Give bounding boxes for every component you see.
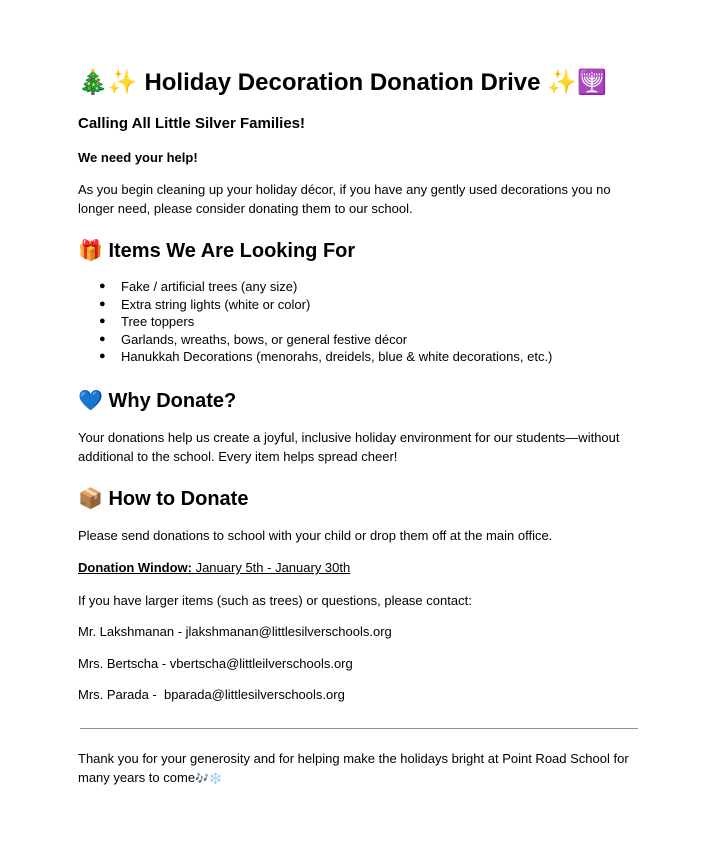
donation-window: [78, 559, 648, 578]
items-list: [78, 278, 552, 366]
how-heading: [78, 484, 248, 513]
how-paragraph: Please send donations to school with your child or drop them off at the main office.: [78, 528, 553, 543]
items-heading-text: Items We Are Looking For: [108, 240, 356, 262]
why-heading-text: Why Donate?: [108, 390, 237, 412]
sparkles-menorah-icon: ✨🕎: [547, 68, 607, 96]
items-heading: [78, 236, 355, 265]
subtitle: Calling All Little Silver Families!: [78, 115, 305, 132]
music-snowflake-icon: 🎶❄️: [195, 771, 223, 785]
bullet-icon: ●: [99, 280, 106, 292]
list-item: ● Garlands, wreaths, bows, or general festive décor: [99, 331, 408, 347]
blue-heart-icon: 💙: [78, 388, 103, 412]
closing-text: Thank you for your generosity and for helping make the holidays bright at Point Road School for many years to come: [78, 751, 629, 785]
bullet-icon: ●: [99, 315, 106, 327]
package-icon: 📦: [78, 486, 103, 510]
contact-intro: If you have larger items (such as trees) or questions, please contact:: [78, 593, 472, 608]
donation-window-value: January 5th - January 30th: [191, 560, 351, 575]
list-item: ● Extra string lights (white or color): [99, 296, 311, 312]
bullet-icon: ●: [99, 350, 106, 362]
contact-bertscha: Mrs. Bertscha - vbertscha@littleilverschools.org: [78, 656, 353, 671]
tree-sparkles-icon: 🎄✨: [78, 68, 138, 96]
page-title-text: Holiday Decoration Donation Drive: [144, 69, 541, 96]
bullet-icon: ●: [99, 332, 106, 345]
gift-icon: 🎁: [78, 238, 103, 262]
help-heading: We need your help!: [78, 150, 198, 165]
contact-lakshmanan: Mr. Lakshmanan - jlakshmanan@littlesilverschools.org: [78, 624, 392, 639]
intro-paragraph: As you begin cleaning up your holiday décor, if you have any gently used decorations you no longer need, please consider donating them to our school.: [78, 182, 611, 216]
list-item: ● Tree toppers: [99, 314, 195, 329]
why-paragraph: Your donations help us create a joyful, inclusive holiday environment for our students—without additional to the school. Every item helps spread cheer!: [78, 430, 620, 464]
list-item: ● Hanukkah Decorations (menorahs, dreidels, blue & white decorations, etc.): [99, 349, 553, 364]
bullet-icon: ●: [99, 297, 106, 310]
how-heading-text: How to Donate: [108, 488, 249, 510]
why-heading: [78, 386, 236, 415]
divider: [80, 728, 638, 729]
contact-parada: Mrs. Parada - bparada@littlesilverschools.org: [78, 687, 345, 702]
closing-paragraph: [78, 750, 648, 788]
list-item: ● Fake / artificial trees (any size): [99, 279, 298, 294]
page-title: [78, 66, 607, 99]
donation-window-label: Donation Window:: [78, 560, 192, 575]
